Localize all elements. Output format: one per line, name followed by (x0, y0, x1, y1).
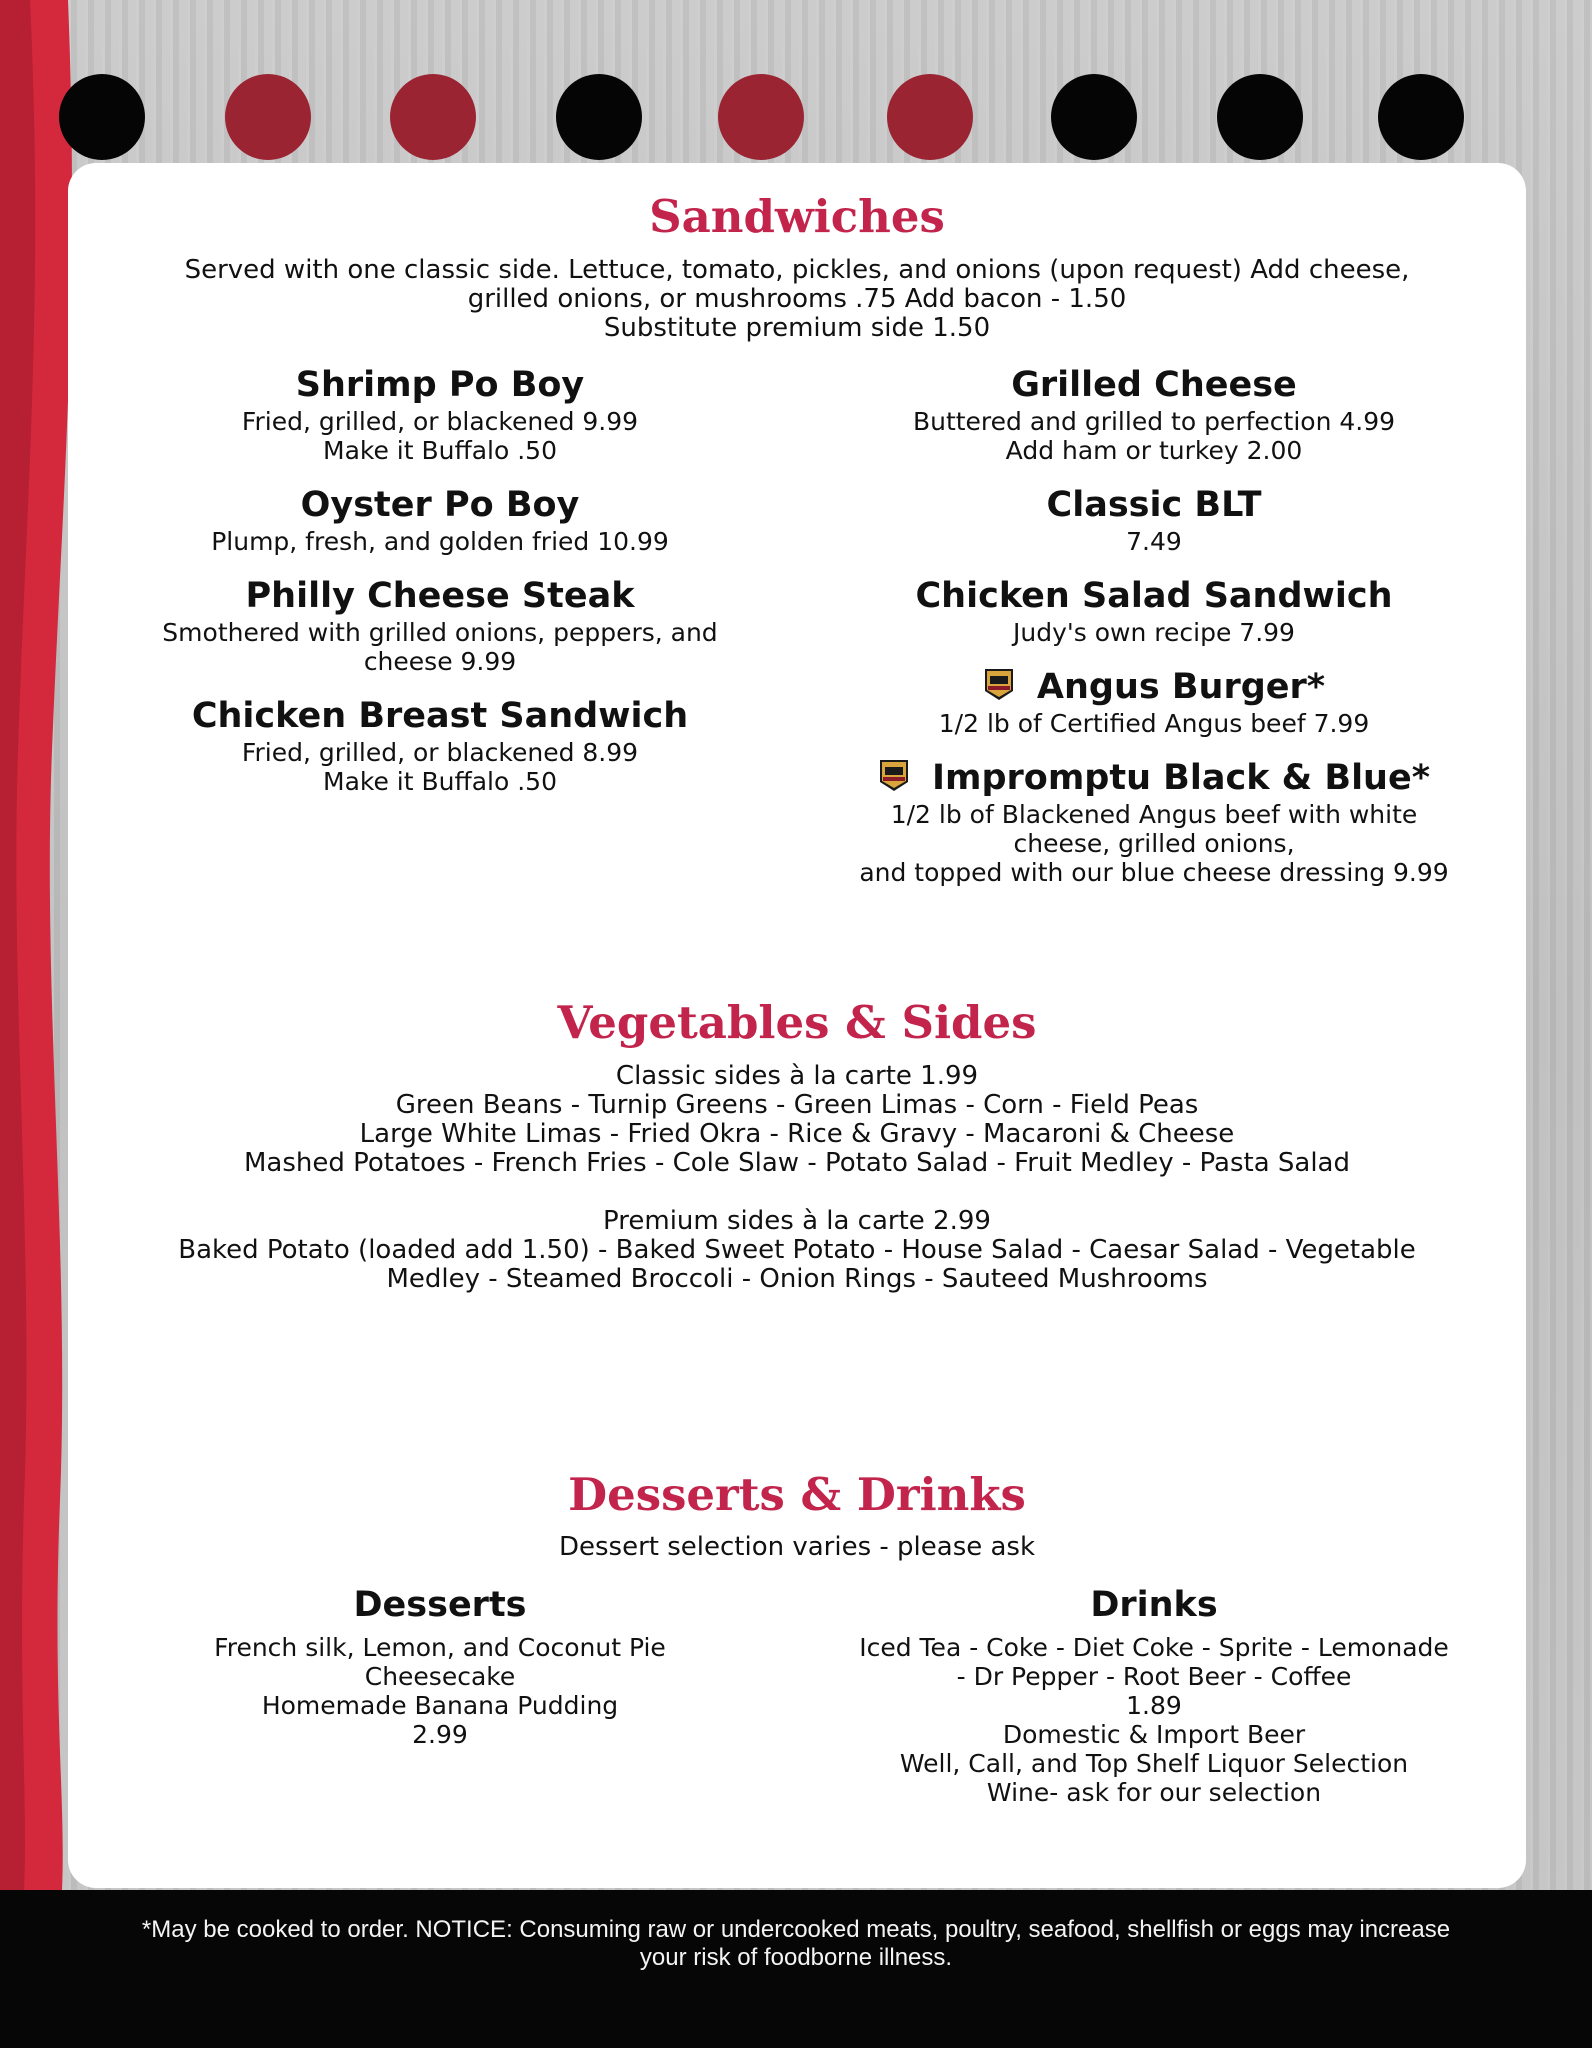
desserts-column (110, 1583, 770, 1749)
desserts-drinks-subtitle: Dessert selection varies - please ask (558, 1532, 1036, 1562)
intro-line: grilled onions, or mushrooms .75 Add bacon - 1.50 (467, 284, 1127, 314)
sides-line: Green Beans - Turnip Greens - Green Limas - Corn - Field Peas (395, 1090, 1199, 1120)
certified-angus-beef-icon (878, 758, 910, 792)
sides-line: Large White Limas - Fried Okra - Rice & Gravy - Macaroni & Cheese (359, 1119, 1235, 1149)
item-name: Shrimp Po Boy (295, 365, 585, 405)
menu-item (824, 363, 1484, 465)
drink-line: Iced Tea - Coke - Diet Coke - Sprite - Lemonade (859, 1633, 1449, 1662)
drink-line: Domestic & Import Beer (1002, 1720, 1306, 1749)
item-name: Philly Cheese Steak (245, 576, 635, 616)
decorative-dot-red (390, 74, 476, 160)
drinks-heading: Drinks (1090, 1585, 1218, 1625)
sides-line: Classic sides à la carte 1.99 (615, 1061, 979, 1091)
certified-angus-beef-icon (983, 667, 1015, 701)
item-desc: cheese 9.99 (363, 647, 517, 676)
intro-line: Substitute premium side 1.50 (603, 313, 991, 343)
dessert-price: 2.99 (412, 1720, 468, 1749)
drink-price: 1.89 (1126, 1691, 1182, 1720)
menu-item (824, 756, 1484, 887)
menu-item (110, 483, 770, 556)
desserts-drinks-title: Desserts & Drinks (568, 1468, 1026, 1521)
drink-line: Well, Call, and Top Shelf Liquor Selection (899, 1749, 1409, 1778)
decorative-dot-black (1378, 74, 1464, 160)
decorative-dot-red (887, 74, 973, 160)
item-name: Grilled Cheese (1011, 365, 1297, 405)
decorative-dot-black (59, 74, 145, 160)
item-name: Chicken Breast Sandwich (191, 696, 689, 736)
item-desc: Make it Buffalo .50 (323, 767, 557, 796)
footer-notice (0, 1890, 1592, 2048)
item-desc: Add ham or turkey 2.00 (1005, 436, 1303, 465)
premium-sides (68, 1207, 1526, 1294)
sandwiches-title: Sandwiches (649, 190, 945, 243)
sides-line: Mashed Potatoes - French Fries - Cole Slaw - Potato Salad - Fruit Medley - Pasta Salad (243, 1148, 1350, 1178)
dessert-line: Cheesecake (364, 1662, 516, 1691)
decorative-dot-red (225, 74, 311, 160)
item-name-text: Impromptu Black & Blue* (931, 758, 1431, 798)
item-name (824, 756, 1484, 800)
menu-item (110, 694, 770, 796)
sides-title: Vegetables & Sides (557, 996, 1037, 1049)
classic-sides (68, 1062, 1526, 1178)
decorative-dot-row (0, 0, 1592, 160)
item-desc: and topped with our blue cheese dressing 9.99 (859, 858, 1449, 887)
sandwiches-intro (68, 256, 1526, 343)
item-desc: Make it Buffalo .50 (323, 436, 557, 465)
decorative-dot-red (718, 74, 804, 160)
item-desc: Plump, fresh, and golden fried 10.99 (211, 527, 669, 556)
sandwiches-right-column (824, 363, 1484, 905)
item-desc: cheese, grilled onions, (1013, 829, 1295, 858)
notice-text: *May be cooked to order. NOTICE: Consuming raw or undercooked meats, poultry, seafood, shellfish or eggs may increase your risk of foodborne illness. (141, 1916, 1451, 1971)
menu-item (824, 574, 1484, 647)
sides-line: Baked Potato (loaded add 1.50) - Baked Sweet Potato - House Salad - Caesar Salad - Vegetable (178, 1235, 1416, 1265)
item-desc: Fried, grilled, or blackened 9.99 (241, 407, 639, 436)
item-name: Oyster Po Boy (300, 485, 580, 525)
decorative-dot-black (1217, 74, 1303, 160)
drinks-column (824, 1583, 1484, 1807)
decorative-dot-black (556, 74, 642, 160)
item-name (824, 665, 1484, 709)
item-name-text: Angus Burger* (1036, 667, 1326, 707)
menu-item (110, 574, 770, 676)
intro-line: Served with one classic side. Lettuce, tomato, pickles, and onions (upon request) Add cheese, (184, 255, 1410, 285)
drink-line: - Dr Pepper - Root Beer - Coffee (956, 1662, 1352, 1691)
item-name: Classic BLT (1046, 485, 1262, 525)
item-desc: Buttered and grilled to perfection 4.99 (912, 407, 1396, 436)
desserts-heading: Desserts (353, 1585, 527, 1625)
menu-card (68, 163, 1526, 1888)
drink-line: Wine- ask for our selection (986, 1778, 1322, 1807)
item-desc: 1/2 lb of Certified Angus beef 7.99 (938, 709, 1370, 738)
menu-item (110, 363, 770, 465)
dessert-line: Homemade Banana Pudding (261, 1691, 619, 1720)
item-name: Chicken Salad Sandwich (915, 576, 1393, 616)
dessert-line: French silk, Lemon, and Coconut Pie (214, 1633, 666, 1662)
sandwiches-left-column (110, 363, 770, 814)
item-desc: Fried, grilled, or blackened 8.99 (241, 738, 639, 767)
sides-line: Premium sides à la carte 2.99 (603, 1206, 991, 1236)
item-desc: 7.49 (1126, 527, 1182, 556)
item-desc: Smothered with grilled onions, peppers, and (162, 618, 718, 647)
decorative-dot-black (1051, 74, 1137, 160)
item-desc: Judy's own recipe 7.99 (1013, 618, 1295, 647)
item-desc: 1/2 lb of Blackened Angus beef with white (890, 800, 1418, 829)
menu-item (824, 665, 1484, 738)
sides-line: Medley - Steamed Broccoli - Onion Rings - Sauteed Mushrooms (386, 1264, 1208, 1294)
menu-item (824, 483, 1484, 556)
